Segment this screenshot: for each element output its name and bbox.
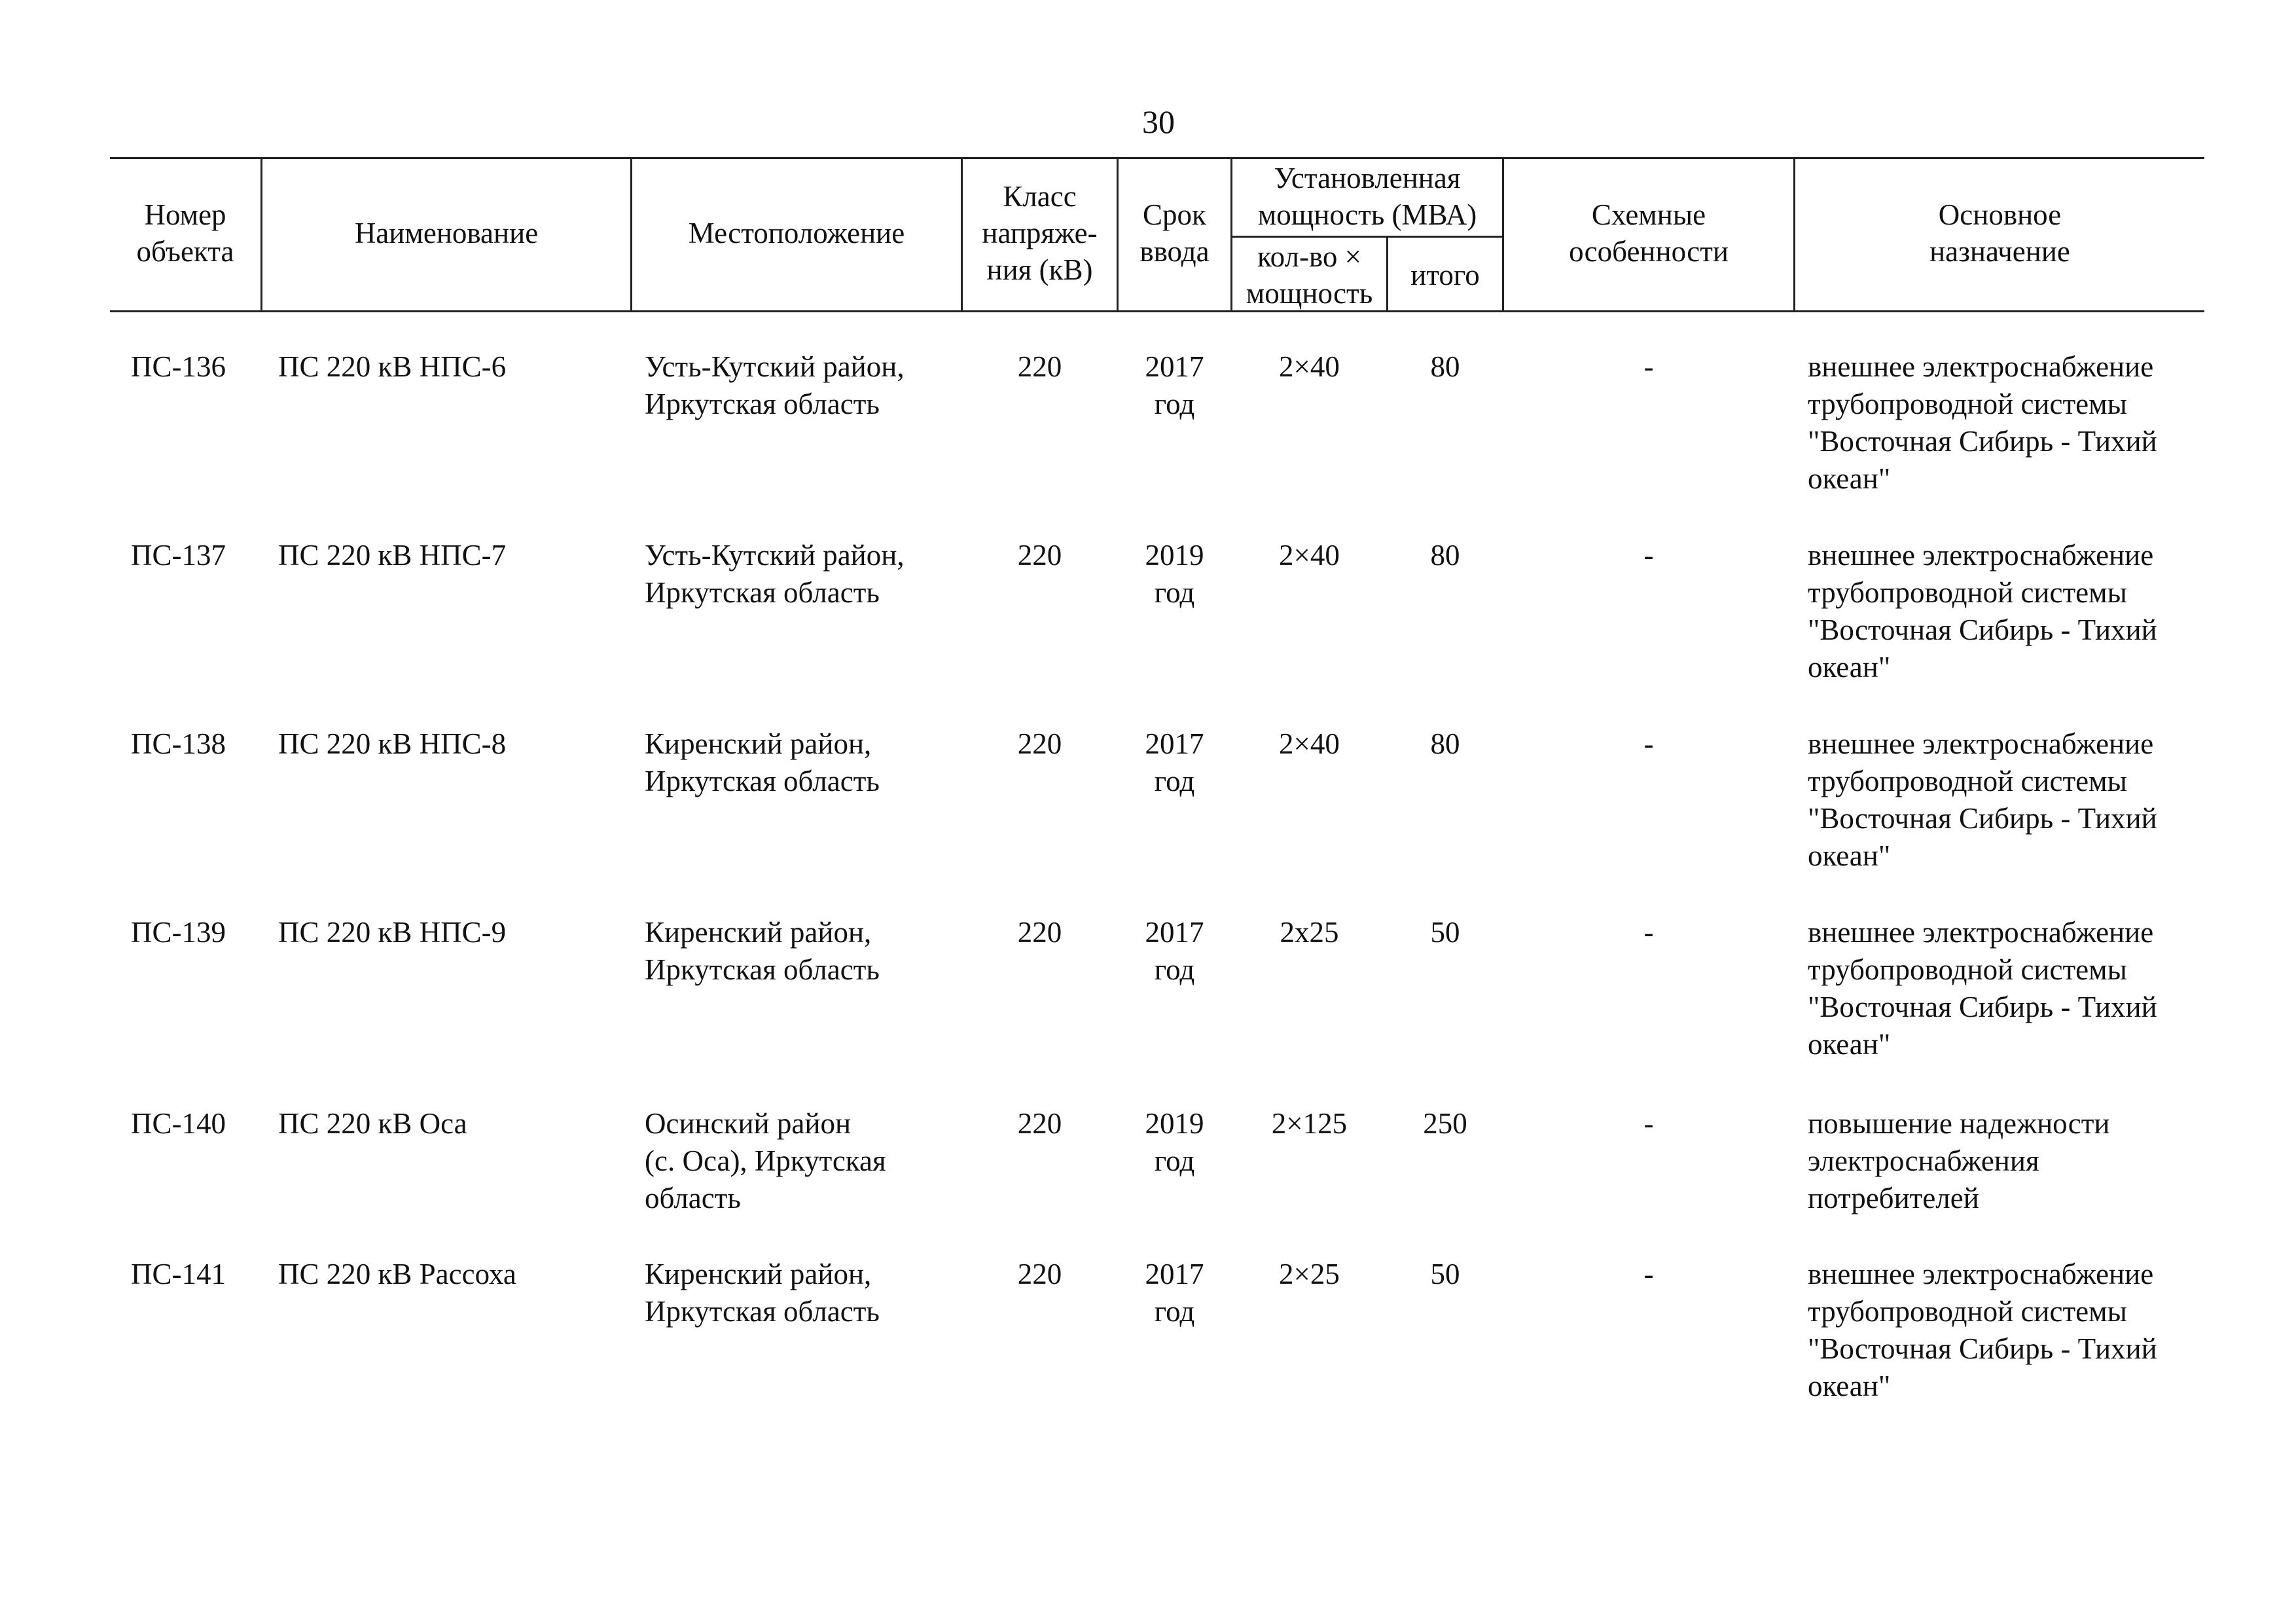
row-voltage: 220 — [1017, 916, 1062, 949]
header-installed-capacity: Установленная мощность (МВА) — [1257, 162, 1477, 231]
row-number: ПС-139 — [131, 916, 226, 949]
row-commissioning: 2017 год — [1145, 727, 1204, 797]
row-count-capacity: 2×125 — [1271, 1107, 1348, 1140]
header-count-by-capacity: кол-во × мощность — [1246, 240, 1373, 310]
capacity-subheader-rule — [1230, 236, 1502, 238]
row-count-capacity: 2х25 — [1280, 916, 1339, 949]
row-total: 50 — [1430, 1258, 1460, 1290]
row-name: ПС 220 кВ Оса — [278, 1107, 467, 1140]
row-number: ПС-136 — [131, 350, 226, 383]
row-count-capacity: 2×40 — [1279, 539, 1340, 572]
row-commissioning: 2019 год — [1145, 539, 1204, 609]
row-total: 80 — [1430, 727, 1460, 760]
row-commissioning: 2017 год — [1145, 916, 1204, 986]
row-total: 80 — [1430, 539, 1460, 572]
row-name: ПС 220 кВ НПС-7 — [278, 539, 507, 572]
row-commissioning: 2019 год — [1145, 1107, 1204, 1177]
row-features: - — [1643, 727, 1654, 760]
row-location: Киренский район, Иркутская область — [645, 727, 880, 797]
row-total: 80 — [1430, 350, 1460, 383]
header-total: итого — [1410, 259, 1480, 291]
header-scheme-features: Схемные особенности — [1569, 198, 1729, 268]
row-number: ПС-141 — [131, 1258, 226, 1290]
header-object-number: Номер объекта — [136, 198, 234, 268]
row-purpose: внешнее электроснабжение трубопроводной системы "Восточная Сибирь - Тихий океан" — [1808, 1258, 2157, 1402]
row-number: ПС-137 — [131, 539, 226, 572]
row-purpose: внешнее электроснабжение трубопроводной системы "Восточная Сибирь - Тихий океан" — [1808, 539, 2157, 684]
row-voltage: 220 — [1017, 1107, 1062, 1140]
row-count-capacity: 2×40 — [1279, 350, 1340, 383]
header-commissioning: Срок ввода — [1139, 198, 1210, 268]
row-features: - — [1643, 1258, 1654, 1290]
row-total: 50 — [1430, 916, 1460, 949]
row-purpose: внешнее электроснабжение трубопроводной системы "Восточная Сибирь - Тихий океан" — [1808, 916, 2157, 1061]
row-name: ПС 220 кВ Рассоха — [278, 1258, 516, 1290]
row-location: Киренский район, Иркутская область — [645, 1258, 880, 1328]
row-purpose: внешнее электроснабжение трубопроводной системы "Восточная Сибирь - Тихий океан" — [1808, 350, 2157, 495]
row-voltage: 220 — [1017, 1258, 1062, 1290]
header-voltage-class: Класс напряже- ния (кВ) — [982, 180, 1098, 286]
row-features: - — [1643, 539, 1654, 572]
row-purpose: внешнее электроснабжение трубопроводной системы "Восточная Сибирь - Тихий океан" — [1808, 727, 2157, 872]
row-location: Усть-Кутский район, Иркутская область — [645, 539, 905, 609]
row-location: Усть-Кутский район, Иркутская область — [645, 350, 905, 420]
row-count-capacity: 2×25 — [1279, 1258, 1340, 1290]
row-voltage: 220 — [1017, 350, 1062, 383]
row-commissioning: 2017 год — [1145, 1258, 1204, 1328]
row-name: ПС 220 кВ НПС-9 — [278, 916, 507, 949]
header-location: Местоположение — [688, 217, 905, 249]
page-number: 30 — [1142, 103, 1175, 140]
row-features: - — [1643, 916, 1654, 949]
row-name: ПС 220 кВ НПС-6 — [278, 350, 507, 383]
row-number: ПС-138 — [131, 727, 226, 760]
row-voltage: 220 — [1017, 539, 1062, 572]
row-total: 250 — [1423, 1107, 1467, 1140]
row-commissioning: 2017 год — [1145, 350, 1204, 420]
row-number: ПС-140 — [131, 1107, 226, 1140]
row-name: ПС 220 кВ НПС-8 — [278, 727, 507, 760]
header-bottom-rule — [110, 310, 2204, 312]
row-location: Киренский район, Иркутская область — [645, 916, 880, 986]
header-name: Наименование — [354, 217, 539, 249]
row-location: Осинский район (с. Оса), Иркутская область — [645, 1107, 886, 1214]
row-voltage: 220 — [1017, 727, 1062, 760]
row-features: - — [1643, 350, 1654, 383]
row-count-capacity: 2×40 — [1279, 727, 1340, 760]
row-purpose: повышение надежности электроснабжения потребителей — [1808, 1107, 2110, 1214]
row-features: - — [1643, 1107, 1654, 1140]
header-top-rule — [110, 157, 2204, 159]
header-main-purpose: Основное назначение — [1929, 198, 2070, 268]
